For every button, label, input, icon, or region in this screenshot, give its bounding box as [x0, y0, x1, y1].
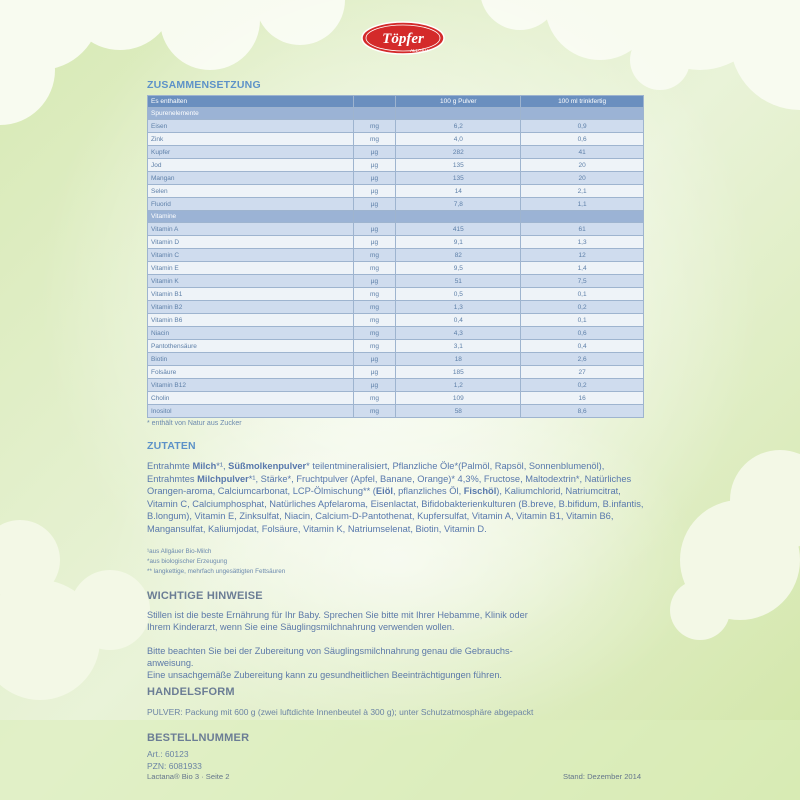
table-cell: mg [353, 262, 396, 275]
table-row [148, 185, 644, 198]
table-cell: 2,1 [521, 185, 644, 198]
table-cell: 9,1 [396, 236, 521, 249]
table-cell: 82 [396, 249, 521, 262]
section-heading-handelsform: HANDELSFORM [147, 686, 235, 698]
table-cell: 135 [396, 159, 521, 172]
footer-right: Stand: Dezember 2014 [563, 772, 642, 781]
table-cell [353, 96, 396, 108]
text-line: Eine unsachgemäße Zubereitung kann zu gesundheitlichen Beeinträchtigungen führen. [147, 670, 502, 681]
table-cell: 3,1 [396, 340, 521, 353]
table-row [148, 327, 644, 340]
hinweise-paragraph-1 [147, 609, 528, 633]
table-row [148, 146, 644, 159]
table-cell [353, 211, 396, 223]
text-line: Ihrem Kinderarzt, wenn Sie eine Säuglingsmilchnahrung verwenden wollen. [147, 622, 455, 633]
table-cell: 0,4 [396, 314, 521, 327]
table-cell: µg [353, 159, 396, 172]
table-cell: Vitamin K [148, 275, 354, 288]
ingredient-text: *¹, Stärke*, Fruchtpulver (Apfel, Banane, Orange)* 4,3%, Fructose, Maltodextrin*, Natürliches Orangen-aroma, Calciumcarbonat, LCP-Ölmischung** ( [147, 473, 632, 497]
table-cell: 6,2 [396, 120, 521, 133]
text-line: Bitte beachten Sie bei der Zubereitung von Säuglingsmilchnahrung genau die Gebrauchs- [147, 646, 513, 656]
table-cell: Vitamin C [148, 249, 354, 262]
table-cell: Zink [148, 133, 354, 146]
ingredient-allergen: Eiöl [375, 486, 393, 497]
table-cell: 1,4 [521, 262, 644, 275]
table-section-row [148, 108, 644, 120]
table-cell: Folsäure [148, 366, 354, 379]
table-cell: 9,5 [396, 262, 521, 275]
article-number: Art.: 60123 [147, 749, 189, 759]
table-cell: 0,9 [521, 120, 644, 133]
table-cell: mg [353, 288, 396, 301]
table-cell: Vitamin B6 [148, 314, 354, 327]
table-cell: 2,6 [521, 353, 644, 366]
table-cell: Vitamine [148, 211, 354, 223]
text-line: anweisung. [147, 658, 194, 669]
table-cell: Mangan [148, 172, 354, 185]
table-cell: 27 [521, 366, 644, 379]
table-cell: 135 [396, 172, 521, 185]
table-cell: Vitamin B12 [148, 379, 354, 392]
table-cell [396, 108, 521, 120]
table-row [148, 405, 644, 418]
table-cell: Jod [148, 159, 354, 172]
table-cell: 1,3 [521, 236, 644, 249]
table-cell: µg [353, 353, 396, 366]
table-row [148, 198, 644, 211]
table-header-row [148, 96, 644, 108]
table-cell: µg [353, 223, 396, 236]
ingredient-allergen: Milch [192, 461, 217, 471]
table-cell: Vitamin B2 [148, 301, 354, 314]
table-cell: 0,1 [521, 314, 644, 327]
hinweise-paragraph-2 [147, 645, 513, 682]
table-cell: 20 [521, 159, 644, 172]
text-line: Stillen ist die beste Ernährung für Ihr Baby. Sprechen Sie bitte mit Ihrer Hebamme, Klinik oder [147, 610, 528, 620]
logo-text: Töpfer [382, 31, 424, 47]
table-cell [353, 108, 396, 120]
table-cell: Fluorid [148, 198, 354, 211]
table-cell: mg [353, 392, 396, 405]
handelsform-text: PULVER: Packung mit 600 g (zwei luftdichte Innenbeutel à 300 g); unter Schutzatmosphäre abgepackt [147, 707, 534, 717]
table-row [148, 288, 644, 301]
table-cell: 16 [521, 392, 644, 405]
section-heading-zusammensetzung: ZUSAMMENSETZUNG [147, 79, 261, 91]
table-cell: 0,2 [521, 301, 644, 314]
table-cell: µg [353, 366, 396, 379]
table-cell: 41 [521, 146, 644, 159]
table-row [148, 353, 644, 366]
table-cell: 415 [396, 223, 521, 236]
table-cell: 1,2 [396, 379, 521, 392]
table-cell: mg [353, 133, 396, 146]
table-row [148, 120, 644, 133]
table-cell: 8,6 [521, 405, 644, 418]
table-row [148, 249, 644, 262]
table-section-row [148, 211, 644, 223]
table-cell: Eisen [148, 120, 354, 133]
table-cell: Inositol [148, 405, 354, 418]
table-cell: 20 [521, 172, 644, 185]
table-cell: Kupfer [148, 146, 354, 159]
table-cell: 4,3 [396, 327, 521, 340]
table-row [148, 392, 644, 405]
table-row [148, 159, 644, 172]
logo-sub: ALLGÄU [410, 48, 428, 53]
ingredients-notes [147, 547, 285, 577]
table-cell: mg [353, 405, 396, 418]
table-cell: mg [353, 314, 396, 327]
table-cell: µg [353, 146, 396, 159]
table-cell: Es enthalten [148, 96, 354, 108]
section-heading-bestellnummer: BESTELLNUMMER [147, 732, 250, 744]
ingredient-allergen: Milchpulver [197, 473, 249, 484]
table-cell: 7,5 [521, 275, 644, 288]
table-cell: 0,6 [521, 133, 644, 146]
table-row [148, 262, 644, 275]
table-cell: 0,4 [521, 340, 644, 353]
section-heading-zutaten: ZUTATEN [147, 440, 196, 452]
note-line: *aus biologischer Erzeugung [147, 558, 228, 565]
table-cell: µg [353, 185, 396, 198]
table-cell: mg [353, 340, 396, 353]
table-cell: Vitamin B1 [148, 288, 354, 301]
ingredient-allergen: Süßmolkenpulver [228, 461, 307, 471]
table-cell: 100 g Pulver [396, 96, 521, 108]
table-cell: 0,1 [521, 288, 644, 301]
table-row [148, 223, 644, 236]
table-cell: µg [353, 275, 396, 288]
table-cell: µg [353, 198, 396, 211]
table-row [148, 340, 644, 353]
brand-logo [361, 20, 445, 58]
table-cell: 1,1 [521, 198, 644, 211]
table-row [148, 366, 644, 379]
table-cell: 12 [521, 249, 644, 262]
table-cell: µg [353, 172, 396, 185]
table-footnote: * enthält von Natur aus Zucker [147, 420, 242, 427]
pzn-number: PZN: 6081933 [147, 761, 202, 771]
table-cell: 18 [396, 353, 521, 366]
ingredient-text: , pflanzliches Öl, [392, 486, 464, 497]
table-cell: mg [353, 301, 396, 314]
table-row [148, 133, 644, 146]
ingredient-text: Entrahmte [147, 461, 193, 471]
table-cell: 109 [396, 392, 521, 405]
table-cell [396, 211, 521, 223]
ingredient-text: ), Kaliumchlorid, Natriumcitrat, Vitamin C, Calciumphosphat, Natürliches Apfelaroma, Eisenlactat, Bifidobakterienkulturen (B.breve, B.bifidum, B.infantis, B.longum), Vitamin E, Zinksulfat, Niacin, Calcium-D-Pantothenat, Kupfersulfat, Vitamin A, Vitamin B1, Vitamin B6, Mangansulfat, Kaliumjodat, Folsäure, Vitamin K, Natriumselenat, Biotin, Vitamin D. [147, 486, 644, 534]
table-cell: 100 ml trinkfertig [521, 96, 644, 108]
table-cell: Selen [148, 185, 354, 198]
table-cell: 14 [396, 185, 521, 198]
table-cell: 4,0 [396, 133, 521, 146]
table-cell: 0,2 [521, 379, 644, 392]
table-cell: Niacin [148, 327, 354, 340]
table-cell: µg [353, 379, 396, 392]
table-cell: 1,3 [396, 301, 521, 314]
table-row [148, 314, 644, 327]
note-line: ** langkettige, mehrfach ungesättigten Fettsäuren [147, 568, 286, 575]
table-cell: Pantothensäure [148, 340, 354, 353]
nutrition-table [147, 95, 644, 418]
ingredient-allergen: Fischöl [463, 486, 497, 497]
ingredient-text: * teilentmineralisiert, Pflanzliche Öle*(Palmöl, Rapsöl, Sonnenblumenöl), Entrahmtes [147, 461, 605, 484]
table-cell: 51 [396, 275, 521, 288]
table-cell [521, 211, 644, 223]
table-cell: Cholin [148, 392, 354, 405]
table-cell: mg [353, 120, 396, 133]
table-cell [521, 108, 644, 120]
table-cell: mg [353, 327, 396, 340]
table-cell: Biotin [148, 353, 354, 366]
table-cell: 58 [396, 405, 521, 418]
table-row [148, 301, 644, 314]
table-row [148, 275, 644, 288]
table-cell: 0,5 [396, 288, 521, 301]
ingredients-text [147, 460, 649, 536]
table-row [148, 172, 644, 185]
table-row [148, 379, 644, 392]
table-cell: µg [353, 236, 396, 249]
table-cell: Vitamin D [148, 236, 354, 249]
section-heading-hinweise: WICHTIGE HINWEISE [147, 590, 263, 602]
table-cell: Spurenelemente [148, 108, 354, 120]
table-cell: Vitamin A [148, 223, 354, 236]
table-cell: 7,8 [396, 198, 521, 211]
table-cell: mg [353, 249, 396, 262]
table-row [148, 236, 644, 249]
table-cell: 282 [396, 146, 521, 159]
footer-left: Lactana® Bio 3 · Seite 2 [147, 772, 230, 781]
ingredient-text: *¹, [216, 461, 229, 471]
note-line: ¹aus Allgäuer Bio-Milch [147, 548, 212, 555]
table-cell: Vitamin E [148, 262, 354, 275]
table-cell: 0,6 [521, 327, 644, 340]
table-cell: 61 [521, 223, 644, 236]
table-cell: 185 [396, 366, 521, 379]
